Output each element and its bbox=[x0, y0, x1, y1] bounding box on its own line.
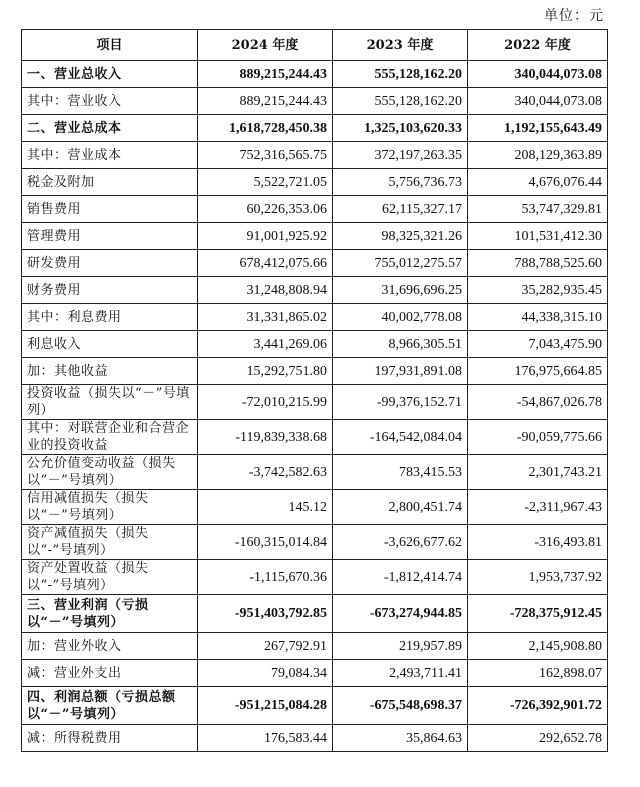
value-2023: -675,548,698.37 bbox=[333, 687, 468, 725]
row-label: 其中：营业成本 bbox=[22, 142, 198, 169]
table-row bbox=[22, 196, 608, 223]
row-label: 资产处置收益（损失以“-”号填列） bbox=[22, 560, 198, 595]
table-body bbox=[22, 61, 608, 752]
income-statement-table bbox=[21, 29, 608, 752]
table-row bbox=[22, 687, 608, 725]
row-label: 税金及附加 bbox=[22, 169, 198, 196]
value-2024: 678,412,075.66 bbox=[198, 250, 333, 277]
row-label: 财务费用 bbox=[22, 277, 198, 304]
row-label: 销售费用 bbox=[22, 196, 198, 223]
value-2024: 176,583.44 bbox=[198, 725, 333, 752]
table-row bbox=[22, 455, 608, 490]
table-row bbox=[22, 420, 608, 455]
table-row bbox=[22, 490, 608, 525]
header-2022: 2022 年度 bbox=[468, 30, 608, 61]
value-2023: 40,002,778.08 bbox=[333, 304, 468, 331]
row-label: 利息收入 bbox=[22, 331, 198, 358]
table-row bbox=[22, 358, 608, 385]
header-2023: 2023 年度 bbox=[333, 30, 468, 61]
value-2024: -951,215,084.28 bbox=[198, 687, 333, 725]
value-2023: 35,864.63 bbox=[333, 725, 468, 752]
table-row bbox=[22, 115, 608, 142]
value-2023: 219,957.89 bbox=[333, 633, 468, 660]
value-2022: 340,044,073.08 bbox=[468, 61, 608, 88]
value-2024: 889,215,244.43 bbox=[198, 88, 333, 115]
value-2023: -1,812,414.74 bbox=[333, 560, 468, 595]
value-2023: 5,756,736.73 bbox=[333, 169, 468, 196]
table-row bbox=[22, 142, 608, 169]
value-2022: 208,129,363.89 bbox=[468, 142, 608, 169]
value-2023: 783,415.53 bbox=[333, 455, 468, 490]
row-label: 二、营业总成本 bbox=[22, 115, 198, 142]
value-2023: 2,493,711.41 bbox=[333, 660, 468, 687]
value-2022: 7,043,475.90 bbox=[468, 331, 608, 358]
row-label: 公允价值变动收益（损失以“－”号填列） bbox=[22, 455, 198, 490]
value-2024: 3,441,269.06 bbox=[198, 331, 333, 358]
row-label: 减：营业外支出 bbox=[22, 660, 198, 687]
value-2024: 5,522,721.05 bbox=[198, 169, 333, 196]
header-item: 项目 bbox=[22, 30, 198, 61]
table-row bbox=[22, 385, 608, 420]
row-label: 加：营业外收入 bbox=[22, 633, 198, 660]
value-2023: -164,542,084.04 bbox=[333, 420, 468, 455]
value-2023: 555,128,162.20 bbox=[333, 88, 468, 115]
value-2023: 8,966,305.51 bbox=[333, 331, 468, 358]
value-2022: -726,392,901.72 bbox=[468, 687, 608, 725]
table-row bbox=[22, 223, 608, 250]
value-2024: 31,331,865.02 bbox=[198, 304, 333, 331]
value-2022: 162,898.07 bbox=[468, 660, 608, 687]
value-2024: -72,010,215.99 bbox=[198, 385, 333, 420]
value-2022: -90,059,775.66 bbox=[468, 420, 608, 455]
value-2022: 2,145,908.80 bbox=[468, 633, 608, 660]
value-2023: 31,696,696.25 bbox=[333, 277, 468, 304]
value-2024: -119,839,338.68 bbox=[198, 420, 333, 455]
row-label: 一、营业总收入 bbox=[22, 61, 198, 88]
row-label: 四、利润总额（亏损总额以“－”号填列） bbox=[22, 687, 198, 725]
table-row bbox=[22, 304, 608, 331]
value-2022: 292,652.78 bbox=[468, 725, 608, 752]
value-2024: -1,115,670.36 bbox=[198, 560, 333, 595]
value-2024: 267,792.91 bbox=[198, 633, 333, 660]
row-label: 信用减值损失（损失以“－”号填列） bbox=[22, 490, 198, 525]
value-2022: 2,301,743.21 bbox=[468, 455, 608, 490]
table-row bbox=[22, 331, 608, 358]
value-2023: 755,012,275.57 bbox=[333, 250, 468, 277]
table-row bbox=[22, 660, 608, 687]
value-2023: 555,128,162.20 bbox=[333, 61, 468, 88]
value-2022: 340,044,073.08 bbox=[468, 88, 608, 115]
value-2022: 4,676,076.44 bbox=[468, 169, 608, 196]
header-2024: 2024 年度 bbox=[198, 30, 333, 61]
table-row bbox=[22, 725, 608, 752]
value-2023: 197,931,891.08 bbox=[333, 358, 468, 385]
row-label: 其中：利息费用 bbox=[22, 304, 198, 331]
value-2023: -673,274,944.85 bbox=[333, 595, 468, 633]
value-2022: 1,953,737.92 bbox=[468, 560, 608, 595]
header-row bbox=[22, 30, 608, 61]
value-2022: 53,747,329.81 bbox=[468, 196, 608, 223]
row-label: 资产减值损失（损失以“-”号填列） bbox=[22, 525, 198, 560]
value-2024: 889,215,244.43 bbox=[198, 61, 333, 88]
row-label: 三、营业利润（亏损以“－”号填列） bbox=[22, 595, 198, 633]
table-row bbox=[22, 88, 608, 115]
table-row bbox=[22, 250, 608, 277]
value-2022: 176,975,664.85 bbox=[468, 358, 608, 385]
value-2022: 101,531,412.30 bbox=[468, 223, 608, 250]
row-label: 其中：营业收入 bbox=[22, 88, 198, 115]
table-row bbox=[22, 595, 608, 633]
value-2024: 752,316,565.75 bbox=[198, 142, 333, 169]
value-2022: 1,192,155,643.49 bbox=[468, 115, 608, 142]
value-2022: -316,493.81 bbox=[468, 525, 608, 560]
value-2023: 2,800,451.74 bbox=[333, 490, 468, 525]
value-2022: -2,311,967.43 bbox=[468, 490, 608, 525]
value-2022: -54,867,026.78 bbox=[468, 385, 608, 420]
table-row bbox=[22, 525, 608, 560]
unit-label: 单位：元 bbox=[544, 8, 604, 24]
value-2023: 98,325,321.26 bbox=[333, 223, 468, 250]
row-label: 其中：对联营企业和合营企业的投资收益 bbox=[22, 420, 198, 455]
value-2024: 31,248,808.94 bbox=[198, 277, 333, 304]
table-row bbox=[22, 169, 608, 196]
value-2024: -951,403,792.85 bbox=[198, 595, 333, 633]
value-2023: 372,197,263.35 bbox=[333, 142, 468, 169]
table-row bbox=[22, 560, 608, 595]
value-2024: 91,001,925.92 bbox=[198, 223, 333, 250]
value-2023: 62,115,327.17 bbox=[333, 196, 468, 223]
table-row bbox=[22, 277, 608, 304]
value-2022: 35,282,935.45 bbox=[468, 277, 608, 304]
table-row bbox=[22, 633, 608, 660]
value-2024: 79,084.34 bbox=[198, 660, 333, 687]
value-2023: -99,376,152.71 bbox=[333, 385, 468, 420]
value-2024: 60,226,353.06 bbox=[198, 196, 333, 223]
value-2024: 1,618,728,450.38 bbox=[198, 115, 333, 142]
value-2023: -3,626,677.62 bbox=[333, 525, 468, 560]
value-2024: -160,315,014.84 bbox=[198, 525, 333, 560]
table-header bbox=[22, 30, 608, 61]
row-label: 加：其他收益 bbox=[22, 358, 198, 385]
value-2024: 145.12 bbox=[198, 490, 333, 525]
value-2024: -3,742,582.63 bbox=[198, 455, 333, 490]
row-label: 投资收益（损失以“－”号填列） bbox=[22, 385, 198, 420]
row-label: 管理费用 bbox=[22, 223, 198, 250]
table-row bbox=[22, 61, 608, 88]
value-2023: 1,325,103,620.33 bbox=[333, 115, 468, 142]
row-label: 研发费用 bbox=[22, 250, 198, 277]
value-2022: 44,338,315.10 bbox=[468, 304, 608, 331]
value-2024: 15,292,751.80 bbox=[198, 358, 333, 385]
value-2022: -728,375,912.45 bbox=[468, 595, 608, 633]
row-label: 减：所得税费用 bbox=[22, 725, 198, 752]
value-2022: 788,788,525.60 bbox=[468, 250, 608, 277]
